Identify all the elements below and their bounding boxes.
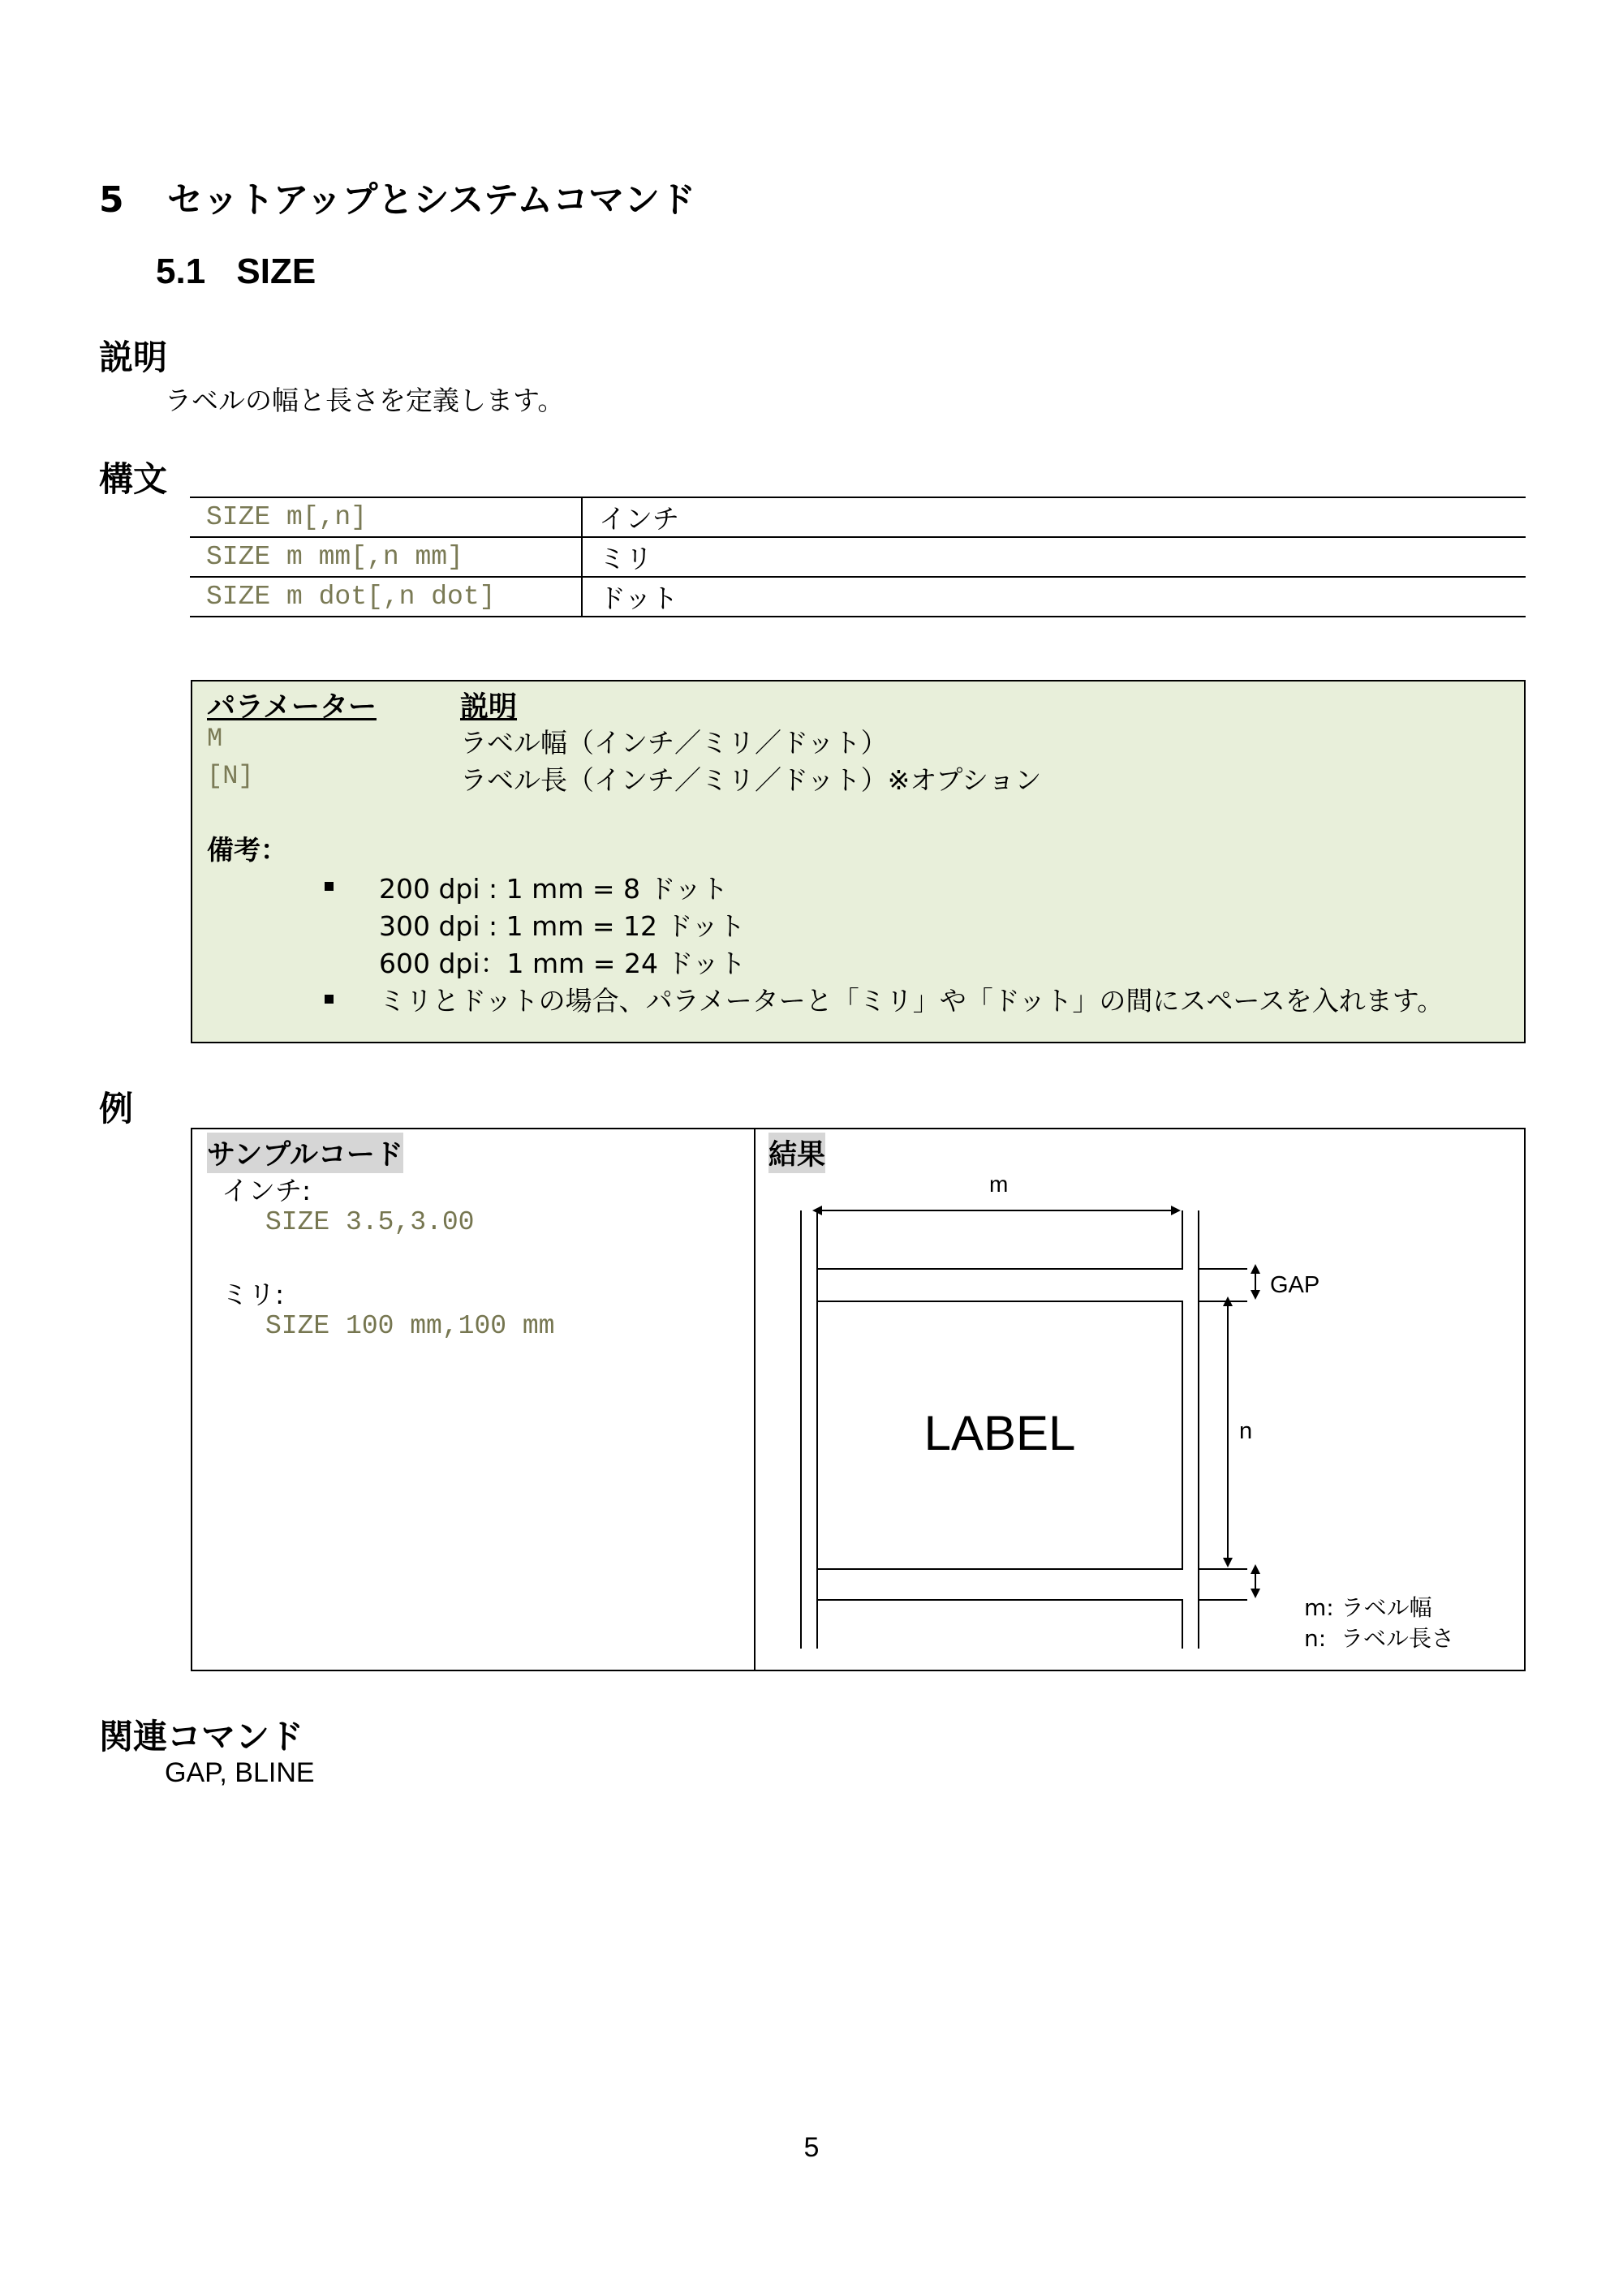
- section-number: 5.1: [156, 252, 206, 291]
- syntax-table: [190, 497, 1526, 617]
- m-label: m: [989, 1172, 1009, 1197]
- parameter-box: [191, 680, 1526, 1043]
- example-box: [191, 1128, 1526, 1671]
- note-line: 300 dpi : 1 mm = 12 ドット: [379, 910, 746, 942]
- syntax-unit: インチ: [582, 497, 1526, 537]
- description-header: 説明: [460, 691, 518, 724]
- parameter-desc: ラベル長（インチ／ミリ／ドット）※オプション: [460, 764, 1042, 796]
- syntax-code: SIZE m mm[,n mm]: [190, 537, 582, 577]
- chapter-heading: [99, 170, 695, 222]
- syntax-row: [190, 537, 1526, 577]
- syntax-heading: 構文: [99, 459, 168, 499]
- note-line: ミリとドットの場合、パラメーターと「ミリ」や「ドット」の間にスペースを入れます。: [379, 985, 1444, 1017]
- legend-line: n: ラベル長さ: [1304, 1625, 1454, 1652]
- section-title: SIZE: [236, 252, 316, 291]
- parameter-desc: ラベル幅（インチ／ミリ／ドット）: [460, 727, 888, 759]
- legend-line: m: ラベル幅: [1304, 1594, 1432, 1621]
- note-line: 200 dpi : 1 mm = 8 ドット: [379, 873, 729, 905]
- result-header: 結果: [768, 1133, 825, 1173]
- description-text: ラベルの幅と長さを定義します。: [165, 385, 565, 416]
- label-bottom-piece: [817, 1600, 1182, 1649]
- sample-code: SIZE 3.5,3.00: [265, 1207, 475, 1237]
- label-text: LABEL: [923, 1406, 1076, 1460]
- note-line: 600 dpi：1 mm = 24 ドット: [379, 948, 747, 979]
- syntax-row: [190, 577, 1526, 617]
- bullet-icon: [325, 882, 334, 891]
- section-heading: [156, 252, 316, 292]
- parameter-header: パラメーター: [207, 691, 377, 724]
- chapter-title: セットアップとシステムコマンド: [166, 179, 696, 221]
- sample-code-header: サンプルコード: [207, 1133, 403, 1173]
- description-heading: 説明: [99, 338, 168, 377]
- notes-label: 備考：: [207, 834, 287, 866]
- gap-label: GAP: [1270, 1272, 1320, 1298]
- syntax-row: [190, 497, 1526, 537]
- bullet-icon: [325, 995, 334, 1004]
- parameter-name: [N]: [207, 761, 254, 791]
- related-text: GAP, BLINE: [165, 1757, 315, 1788]
- syntax-unit: ミリ: [582, 537, 1526, 577]
- parameter-name: M: [207, 724, 223, 754]
- page-number: 5: [803, 2132, 820, 2163]
- label-top-piece: [817, 1210, 1182, 1269]
- syntax-code: SIZE m dot[,n dot]: [190, 577, 582, 617]
- sample-label: ミリ:: [222, 1279, 285, 1310]
- label-diagram: [192, 1129, 1524, 1670]
- sample-code: SIZE 100 mm,100 mm: [265, 1311, 555, 1341]
- syntax-unit: ドット: [582, 577, 1526, 617]
- n-label: n: [1239, 1418, 1253, 1444]
- sample-label: インチ:: [222, 1175, 312, 1206]
- syntax-code: SIZE m[,n]: [190, 497, 582, 537]
- chapter-number: 5: [99, 179, 124, 221]
- example-heading: 例: [99, 1089, 134, 1129]
- related-heading: 関連コマンド: [99, 1717, 304, 1756]
